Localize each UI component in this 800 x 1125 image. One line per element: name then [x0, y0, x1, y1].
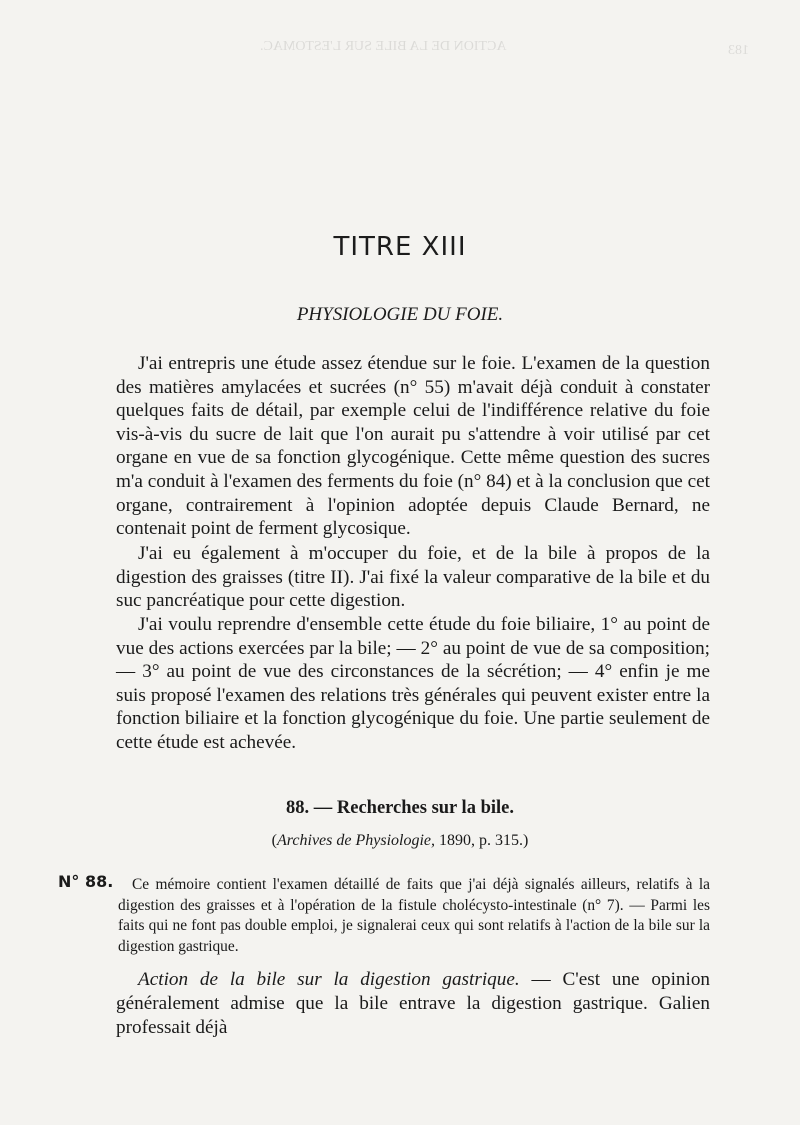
paragraph-graisses: J'ai eu également à m'occuper du foie, et de la bile à propos de la digestion des graisses (titre II). J'ai fixé la valeur comparative de la bile et du suc pancréatique pour cette digestion. — [116, 543, 710, 612]
source-journal: Archives de Physiologie, — [276, 832, 436, 849]
paragraph-intro: J'ai entrepris une étude assez étendue sur le foie. L'examen de la question des matières amylacées et sucrées (n° 55) m'avait déjà conduit à constater quelques faits de détail, par exemple celui de l'indifférence relative du foie vis-à-vis du sucre de lait que l'on aurait pu s'attendre à voir utilisé par cet organe en vue de sa fonction glycogénique. Cette même question des sucres m'a conduit à l'examen des ferments du foie (n° 84) et à la conclusion que cet organe, contrairement à l'opinion adoptée depuis Claude Bernard, ne contenait point de ferment glycosique. — [116, 353, 710, 540]
final-italic-lead: Action de la bile sur la digestion gastrique. — [138, 969, 520, 990]
source-citation: (Archives de Physiologie, 1890, p. 315.) — [271, 832, 529, 849]
bleed-header: ACTION DE LA BILE SUR L'ESTOMAC. — [260, 39, 507, 54]
final-paragraph — [116, 968, 710, 1040]
paragraph-foie-biliaire: J'ai voulu reprendre d'ensemble cette étude du foie biliaire, 1° au point de vue des actions exercées par la bile; — 2° au point de vue de sa composition; — 3° au point de vue des circonstances de la sécrétion; — 4° enfin je me suis proposé l'examen des relations très générales qui peuvent exister entre la fonction biliaire et la fonction glycogénique du foie. Une partie seulement de cette étude est achevée. — [116, 614, 710, 753]
section-heading: 88. — Recherches sur la bile. — [286, 798, 514, 818]
source-details: 1890, p. 315. — [439, 832, 524, 849]
chapter-subtitle: PHYSIOLOGIE DU FOIE. — [296, 304, 504, 325]
chapter-title: TITRE XIII — [333, 232, 467, 262]
final-rest: — C'est une opinion généralement admise que la bile entrave la digestion gastrique. Galien professait déjà — [116, 969, 711, 1038]
summary-paragraph: Ce mémoire contient l'examen détaillé de faits que j'ai déjà signalés ailleurs, relatifs à la digestion des graisses et à l'opération de la fistule cholécysto-intestinale (n° 7). — Parmi les faits qui ne font pas double emploi, je signalerai ceux qui sont relatifs à l'action de la bile sur la digestion gastrique. — [118, 876, 710, 955]
bleed-page-number: 183 — [728, 43, 749, 58]
entry-marker: N° 88. — [58, 872, 114, 891]
